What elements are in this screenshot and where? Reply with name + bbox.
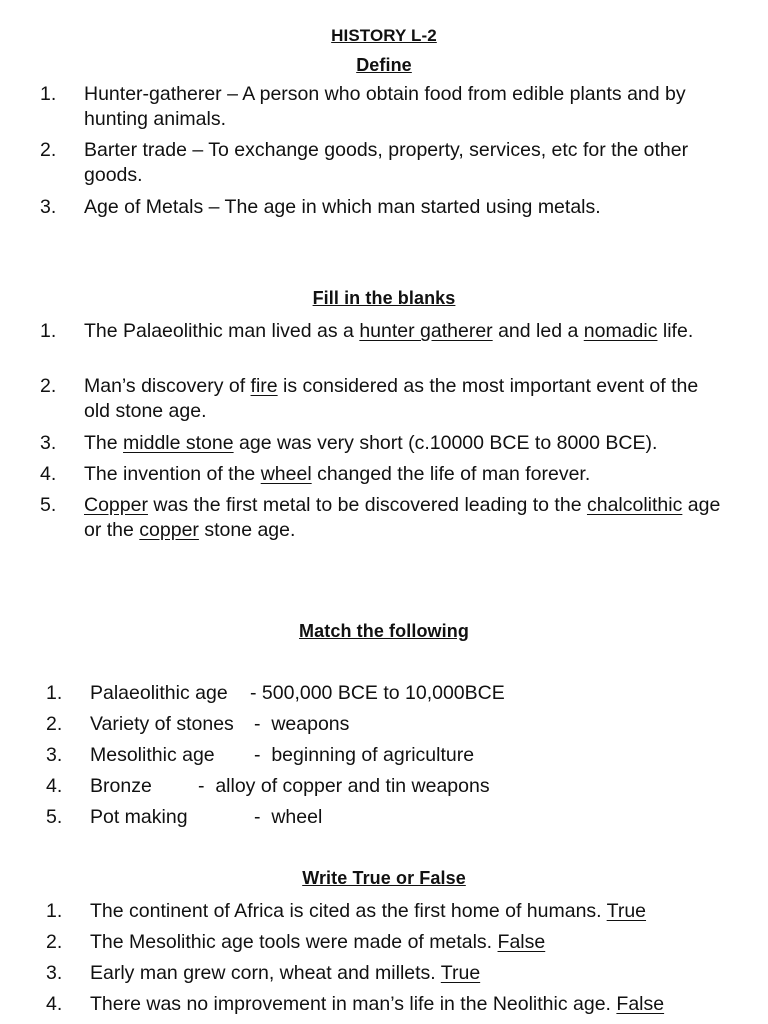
match-right: - weapons bbox=[254, 713, 350, 735]
text-part: and led a bbox=[492, 320, 584, 342]
item-text bbox=[90, 961, 740, 986]
match-right: - wheel bbox=[254, 806, 323, 828]
item-text: Hunter-gatherer – A person who obtain food from edible plants and by hunting animals. bbox=[84, 83, 686, 130]
match-right: - alloy of copper and tin weapons bbox=[198, 775, 490, 797]
text-part: The Palaeolithic man lived as a bbox=[84, 320, 360, 342]
item-number: 3. bbox=[46, 744, 63, 766]
item-text bbox=[84, 493, 724, 543]
item-number: 1. bbox=[40, 83, 57, 105]
match-left: Variety of stones bbox=[90, 713, 234, 735]
blank-answer: chalcolithic bbox=[586, 494, 683, 516]
item-number: 5. bbox=[40, 494, 57, 516]
blank-answer: nomadic bbox=[583, 320, 658, 342]
text-part: Man’s discovery of bbox=[84, 375, 251, 397]
match-left: Palaeolithic age bbox=[90, 682, 228, 704]
page-title: HISTORY L-2 bbox=[331, 26, 437, 45]
blank-answer: copper bbox=[139, 519, 199, 541]
item-number: 2. bbox=[46, 713, 63, 735]
text-part: stone age. bbox=[198, 519, 296, 541]
statement: The continent of Africa is cited as the first home of humans. bbox=[90, 900, 607, 922]
text-part: The invention of the bbox=[84, 463, 261, 485]
match-heading: Match the following bbox=[299, 621, 469, 641]
blank-answer: Copper bbox=[84, 494, 148, 516]
text-part: was the first metal to be discovered leading to the bbox=[147, 494, 587, 516]
item-number: 3. bbox=[40, 196, 57, 218]
blank-answer: wheel bbox=[260, 463, 312, 485]
item-number: 3. bbox=[40, 432, 57, 454]
item-text bbox=[84, 374, 724, 424]
match-left: Pot making bbox=[90, 806, 188, 828]
item-text: Barter trade – To exchange goods, property, services, etc for the other goods. bbox=[84, 139, 689, 186]
match-right: - beginning of agriculture bbox=[254, 744, 475, 766]
item-text bbox=[90, 899, 740, 924]
item-text bbox=[84, 462, 724, 487]
match-left: Bronze bbox=[90, 775, 152, 797]
blank-answer: middle stone bbox=[123, 432, 234, 454]
statement: There was no improvement in man’s life in the Neolithic age. bbox=[90, 993, 617, 1015]
text-part: changed the life of man forever. bbox=[311, 463, 591, 485]
item-text bbox=[90, 992, 740, 1017]
item-number: 1. bbox=[40, 320, 57, 342]
statement: The Mesolithic age tools were made of metals. bbox=[90, 931, 498, 953]
item-text bbox=[84, 319, 724, 344]
text-part: is considered as the most important event of the old stone age. bbox=[84, 375, 699, 422]
blank-answer: hunter gatherer bbox=[359, 320, 493, 342]
item-number: 4. bbox=[46, 993, 63, 1015]
item-text bbox=[90, 930, 740, 955]
answer: True bbox=[440, 962, 481, 984]
item-number: 2. bbox=[46, 931, 63, 953]
item-number: 1. bbox=[46, 900, 63, 922]
item-number: 1. bbox=[46, 682, 63, 704]
item-number: 2. bbox=[40, 139, 57, 161]
text-part: age was very short (c.10000 BCE to 8000 BCE). bbox=[233, 432, 658, 454]
item-text: Age of Metals – The age in which man started using metals. bbox=[84, 196, 601, 218]
answer: False bbox=[616, 993, 665, 1015]
item-text bbox=[84, 431, 724, 456]
fill-heading: Fill in the blanks bbox=[312, 288, 456, 308]
item-number: 3. bbox=[46, 962, 63, 984]
define-heading: Define bbox=[356, 55, 412, 75]
match-left: Mesolithic age bbox=[90, 744, 215, 766]
item-number: 5. bbox=[46, 806, 63, 828]
match-right: - 500,000 BCE to 10,000BCE bbox=[250, 682, 505, 704]
text-part: age or the bbox=[84, 494, 721, 541]
blank-answer: fire bbox=[250, 375, 278, 397]
item-number: 4. bbox=[40, 463, 57, 485]
item-number: 2. bbox=[40, 375, 57, 397]
answer: False bbox=[497, 931, 546, 953]
answer: True bbox=[606, 900, 647, 922]
item-number: 4. bbox=[46, 775, 63, 797]
text-part: The bbox=[84, 432, 124, 454]
statement: Early man grew corn, wheat and millets. bbox=[90, 962, 441, 984]
text-part: life. bbox=[657, 320, 694, 342]
truefalse-heading: Write True or False bbox=[302, 868, 466, 888]
